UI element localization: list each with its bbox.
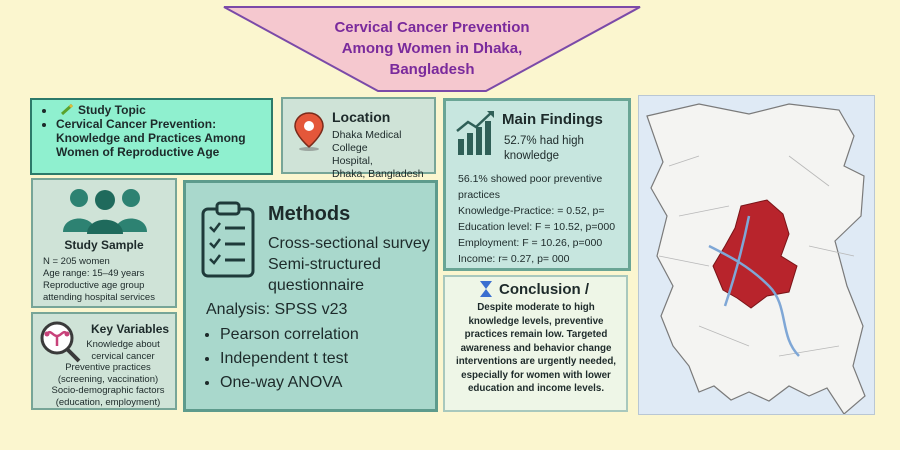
study-sample-panel	[31, 178, 177, 308]
conclusion-heading: Conclusion /	[499, 281, 589, 298]
findings-income: Income: r= 0.27, p= 000	[458, 253, 570, 265]
conclusion-text: Despite moderate to high knowledge levels, preventive practices remain low. Targeted awareness and behavior change interventions are urgently needed, especially for women with lower education and income levels.	[455, 302, 617, 394]
findings-education: Education level: F = 10.52, p=000	[458, 221, 616, 233]
study-topic-label: Study Topic	[78, 103, 146, 117]
title-line-1: Cervical Cancer Prevention	[334, 19, 530, 36]
methods-test-item: • One-way ANOVA	[220, 371, 359, 395]
title-banner	[222, 5, 642, 93]
findings-list	[458, 171, 630, 267]
findings-practice-stat: 56.1% showed poor preventive practices	[458, 173, 603, 201]
study-sample-details	[43, 256, 177, 304]
women-group-icon	[57, 184, 153, 234]
methods-heading: Methods	[268, 203, 351, 225]
bangladesh-map	[638, 95, 875, 415]
methods-design-survey: Cross-sectional survey	[268, 235, 430, 252]
methods-analysis: Analysis: SPSS v23	[206, 301, 348, 318]
bar-chart-trend-icon	[454, 109, 498, 159]
sample-age-range: Age range: 15–49 years	[43, 268, 145, 279]
methods-test-item: • Pearson correlation	[220, 323, 359, 347]
findings-knowledge-practice: Knowledge-Practice: = 0.52, p=	[458, 205, 605, 217]
key-variables-list	[41, 339, 175, 408]
location-address	[332, 129, 436, 181]
location-line-1: Dhaka Medical College	[332, 129, 402, 154]
hourglass-icon	[479, 280, 493, 298]
methods-panel	[183, 180, 438, 412]
location-line-2: Hospital,	[332, 155, 373, 167]
methods-test-item: • Independent t test	[220, 347, 359, 371]
findings-heading: Main Findings	[502, 111, 603, 128]
variable-knowledge: Knowledge about cervical cancer	[86, 339, 160, 362]
study-topic-text: • Cervical Cancer Prevention: Knowledge and Practices Among Women of Reproductive Age	[56, 117, 265, 159]
sample-group: Reproductive age group attending hospital services	[43, 280, 155, 303]
key-variables-heading: Key Variables	[91, 322, 170, 336]
location-panel	[281, 97, 436, 180]
page-title	[282, 17, 582, 80]
conclusion-panel	[443, 275, 628, 412]
methods-design-questionnaire: Semi-structured questionnaire	[268, 256, 381, 294]
pencil-icon	[60, 103, 74, 115]
variable-sociodemographic: Socio-demographic factors (education, employment)	[51, 385, 165, 408]
map-pin-icon	[293, 111, 325, 151]
findings-knowledge-stat: 52.7% had high knowledge	[504, 135, 584, 162]
study-topic-panel	[30, 98, 273, 175]
sample-size: N = 205 women	[43, 256, 110, 267]
methods-design	[268, 233, 436, 296]
study-topic-label-item	[56, 103, 265, 117]
location-line-3: Dhaka, Bangladesh	[332, 168, 424, 180]
title-line-3: Bangladesh	[389, 61, 475, 78]
key-variables-panel	[31, 312, 177, 410]
methods-tests-list	[200, 323, 359, 395]
findings-employment: Employment: F = 10.26, p=000	[458, 237, 603, 249]
title-line-2: Among Women in Dhaka,	[341, 40, 523, 57]
main-findings-panel	[443, 98, 631, 271]
study-sample-heading: Study Sample	[64, 238, 144, 252]
bangladesh-map-icon	[639, 96, 875, 415]
variable-practices: Preventive practices (screening, vaccination)	[57, 362, 159, 385]
clipboard-checklist-icon	[200, 201, 256, 279]
location-heading: Location	[332, 109, 391, 125]
